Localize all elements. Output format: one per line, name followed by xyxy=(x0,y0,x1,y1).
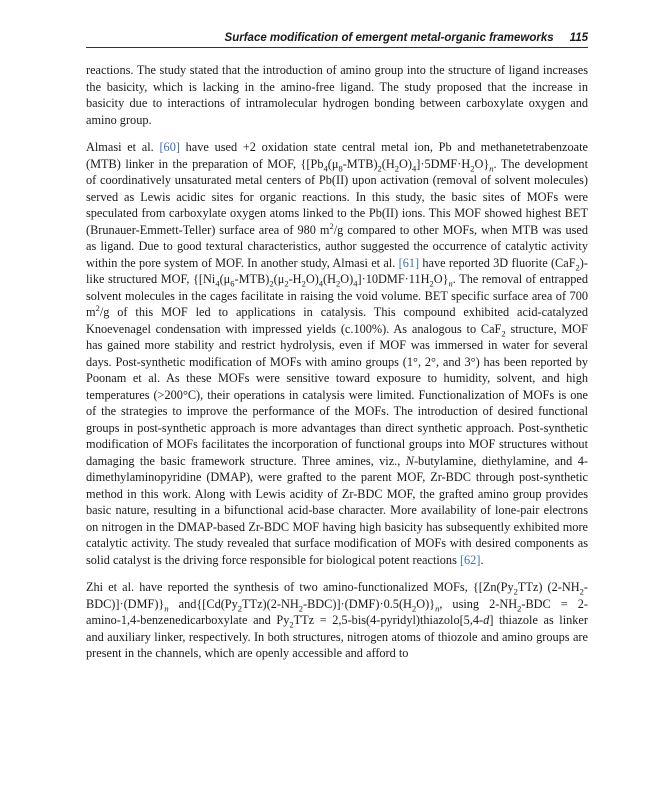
subscript: 2 xyxy=(394,162,400,173)
subscript: n xyxy=(435,602,440,613)
subscript: 2 xyxy=(298,602,303,613)
subscript: 4 xyxy=(323,162,328,173)
text-run: TTz) (2-NH xyxy=(517,580,580,594)
subscript: 2 xyxy=(579,586,584,597)
text-run: structure, MOF has gained more stability and restrict hydrolysis, even if MOF was immersed in water for several days. Post-synthetic modification of MOFs with amino groups (1°, 2°, and 3°) has been reported by Poonam et al. As these MOFs were sensitive toward exposure to humidity, solvent, and high temperatures (>200°C), their operations in catalysis were limited. Functionalization of MOFs is one of the strategies to improve the performance of the MOFs. The introduction of desired functional groups in post-synthetic approach is more advantages than direct synthetic approach. Post-synthetic modification of MOFs facilitates the incorporation of functional groups into MOF structures without damaging the basic framework structure. Three amines, viz., xyxy=(86,321,588,468)
text-run: Zhi et al. have reported the synthesis of two amino-functionalized MOFs, {[Zn(Py xyxy=(86,580,514,594)
text-run: , using 2-NH xyxy=(439,596,518,611)
text-run: and{[Cd(Py xyxy=(168,596,238,611)
text-run: )-like structured MOF, {[Ni xyxy=(86,255,588,286)
subscript: 2 xyxy=(237,602,243,613)
page-body xyxy=(86,62,588,673)
text-run: . The development of coordinatively unsaturated metal centers of Pb(II) upon activation (removal of solvent molecules) served as Lewis acidic sites for organic reactions. In this study, the basic sites of MOFs were speculated from carboxylate oxygen atoms linked to the Pb(II) ions. This MOF showed highest BET (Brunauer-Emmett-Teller) surface area of 980 m xyxy=(86,156,588,237)
text-run: ] thiazole as linker and auxiliary linker, respectively. In both structures, nitrogen atoms of thiozole and amino groups are present in the channels, which are openly accessible and afford to xyxy=(86,613,588,660)
subscript: 2 xyxy=(289,619,294,630)
subscript: 2 xyxy=(501,327,506,338)
citation-61[interactable]: [61] xyxy=(398,255,420,270)
text-run: ]·5DMF·H xyxy=(416,156,471,171)
paragraph-1-text: reactions. The study stated that the introduction of amino group into the structure of ligand increases the basicity, which is lacking in the amino-free ligand. The study proposed that the increase in basicity due to interactions of intramolecular hydrogen bonding between carboxylate oxygen and amino group. xyxy=(86,63,588,127)
text-run: -MTB) xyxy=(234,272,270,286)
subscript: 4 xyxy=(353,278,358,289)
running-title: Surface modification of emergent metal-organic frameworks xyxy=(224,32,554,44)
text-run: (μ xyxy=(219,272,231,286)
subscript: 8 xyxy=(338,162,343,173)
paragraph-1 xyxy=(86,62,588,128)
text-run: -BDC)]·(DMF)·0.5(H xyxy=(302,596,412,611)
text-run: -MTB) xyxy=(342,156,378,171)
subscript: 4 xyxy=(318,278,324,289)
text-run: O)} xyxy=(416,596,436,611)
text-run: TTz)(2-NH xyxy=(242,596,299,611)
subscript: 2 xyxy=(377,162,382,173)
text-run: (H xyxy=(323,272,337,286)
superscript: 2 xyxy=(95,302,100,313)
text-run: (μ xyxy=(273,272,285,286)
text-run: -H xyxy=(288,272,302,286)
citation-60[interactable]: [60] xyxy=(159,140,180,154)
subscript: 2 xyxy=(517,602,522,613)
text-run: . The removal of entrapped solvent molecules in the cages facilitate in raising the void volume. BET specific surface area of 700 m xyxy=(86,272,588,319)
subscript: 2 xyxy=(513,586,518,597)
italic-text: N xyxy=(405,453,414,468)
text-run: Almasi et al. xyxy=(86,140,160,154)
text-run: /g compared to other MOFs, when MTB was used as ligand. Due to good textural characteristics, author suggested the occurrence of catalytic activity within the pore system of MOF. In another study, Almasi et al. xyxy=(86,222,588,270)
citation-62[interactable]: [62] xyxy=(459,552,481,567)
text-run: ]·10DMF·11H xyxy=(357,272,430,286)
superscript: 2 xyxy=(329,220,334,231)
text-run: O} xyxy=(433,272,449,286)
text-run: -BDC = 2-amino-1,4-benzenedicarboxylate and Py xyxy=(86,596,588,627)
subscript: 2 xyxy=(284,278,289,289)
paragraph-3 xyxy=(86,579,588,662)
subscript: 4 xyxy=(412,162,417,173)
text-run: have reported 3D fluorite (CaF xyxy=(419,255,576,270)
subscript: 6 xyxy=(230,278,235,289)
subscript: n xyxy=(164,602,169,613)
subscript: 2 xyxy=(269,278,274,289)
text-run: TTz = 2,5-bis(4-pyridyl)thiazolo[5,4- xyxy=(293,613,484,627)
text-run: . xyxy=(480,552,484,567)
subscript: 4 xyxy=(215,278,220,289)
text-run: -BDC)]·(DMF)} xyxy=(86,580,588,611)
text-run: O) xyxy=(399,156,413,171)
text-run: O) xyxy=(305,272,319,286)
paragraph-2 xyxy=(86,139,588,568)
text-run: O} xyxy=(474,156,490,171)
subscript: 2 xyxy=(301,278,306,289)
text-run: have used +2 oxidation state central metal ion, Pb and methanetetrabenzoate (MTB) linker in the preparation of MOF, {[Pb xyxy=(86,140,588,171)
page-number: 115 xyxy=(569,32,588,44)
text-run: (μ xyxy=(327,156,339,171)
text-run: -butylamine, diethylamine, and 4-dimethylaminopyridine (DMAP), were grafted to the parent MOF, Zr-BDC through post-synthetic method in this work. Along with Lewis acidity of Zr-BDC MOF, the grafted amino group provides basic nature, resulting in a bifunctional acid-base character. More availability of lone-pair electrons on nitrogen in the DMAP-based Zr-BDC MOF having high basicity has subsequently exhibited more catalytic activity. The study revealed that surface modification of MOFs with desired components as solid catalyst is the driving force responsible for biological potent reactions xyxy=(86,453,588,567)
subscript: 2 xyxy=(336,278,341,289)
text-run: (H xyxy=(381,156,395,171)
subscript: 2 xyxy=(429,278,434,289)
subscript: n xyxy=(489,162,494,173)
italic-text: d xyxy=(483,613,490,627)
subscript: 2 xyxy=(411,602,417,613)
subscript: 2 xyxy=(575,261,580,272)
subscript: n xyxy=(448,278,453,289)
subscript: 2 xyxy=(470,162,475,173)
text-run: /g of this MOF led to applications in catalysis. This compound exhibited acid-catalyzed Knoevenagel condensation with impressed yields (c.100%). As analogous to CaF xyxy=(86,305,588,336)
text-run: O) xyxy=(340,272,354,286)
running-header xyxy=(86,32,588,48)
